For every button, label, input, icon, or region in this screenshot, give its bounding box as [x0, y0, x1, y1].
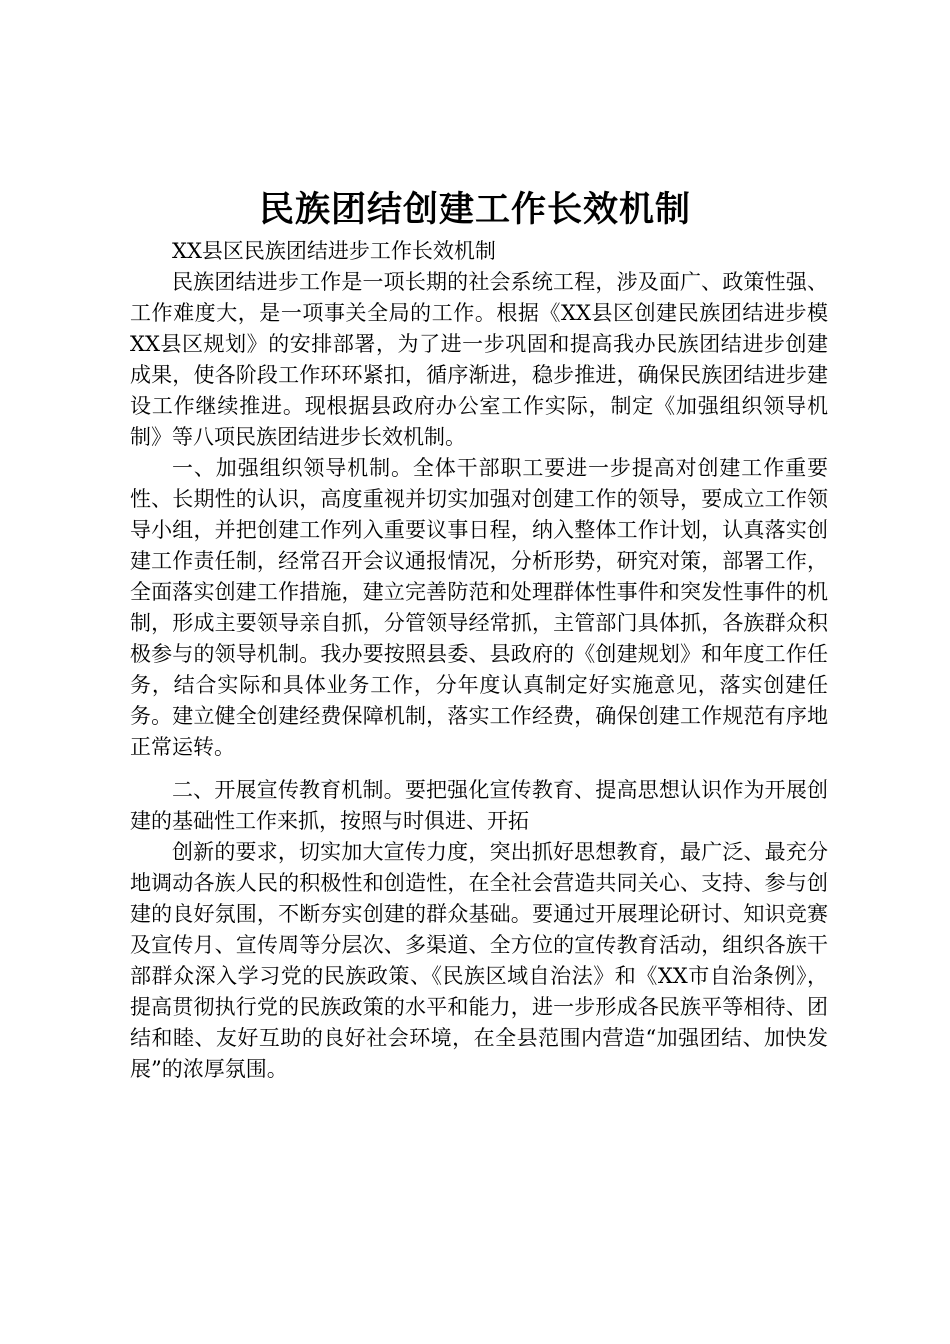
paragraph-section-2: 二、开展宣传教育机制。要把强化宣传教育、提高思想认识作为开展创建的基础性工作来抓，按照与时俱进、开拓 [130, 778, 828, 833]
paragraph-section-1: 一、加强组织领导机制。全体干部职工要进一步提高对创建工作重要性、长期性的认识，高度重视并切实加强对创建工作的领导，要成立工作领导小组，并把创建工作列入重要议事日程，纳入整体工作计划，认真落实创建工作责任制，经常召开会议通报情况，分析形势，研究对策，部署工作，全面落实创建工作措施，建立完善防范和处理群体性事件和突发性事件的机制，形成主要领导亲自抓，分管领导经常抓，主管部门具体抓，各族群众积极参与的领导机制。我办要按照县委、县政府的《创建规划》和年度工作任务，结合实际和具体业务工作，分年度认真制定好实施意见，落实创建任务。建立健全创建经费保障机制，落实工作经费，确保创建工作规范有序地正常运转。 [130, 456, 828, 759]
paragraph-intro: 民族团结进步工作是一项长期的社会系统工程，涉及面广、政策性强、工作难度大，是一项事关全局的工作。根据《XX县区创建民族团结进步模XX县区规划》的安排部署，为了进一步巩固和提高我办民族团结进步创建成果，使各阶段工作环环紧扣，循序渐进，稳步推进，确保民族团结进步建设工作继续推进。现根据县政府办公室工作实际，制定《加强组织领导机制》等八项民族团结进步长效机制。 [130, 270, 828, 449]
document-title: 民族团结创建工作长效机制 [258, 189, 691, 230]
paragraph-section-2-continued: 创新的要求，切实加大宣传力度，突出抓好思想教育，最广泛、最充分地调动各族人民的积极性和创造性，在全社会营造共同关心、支持、参与创建的良好氛围，不断夯实创建的群众基础。要通过开展理论研讨、知识竞赛及宣传月、宣传周等分层次、多渠道、全方位的宣传教育活动，组织各族干部群众深入学习党的民族政策、《民族区域自治法》和《XX市自治条例》，提高贯彻执行党的民族政策的水平和能力，进一步形成各民族平等相待、团结和睦、友好互助的良好社会环境，在全县范围内营造“加强团结、加快发展”的浓厚氛围。 [130, 840, 828, 1081]
document-body [130, 236, 828, 1085]
paragraph-subtitle: XX县区民族团结进步工作长效机制 [172, 239, 496, 263]
